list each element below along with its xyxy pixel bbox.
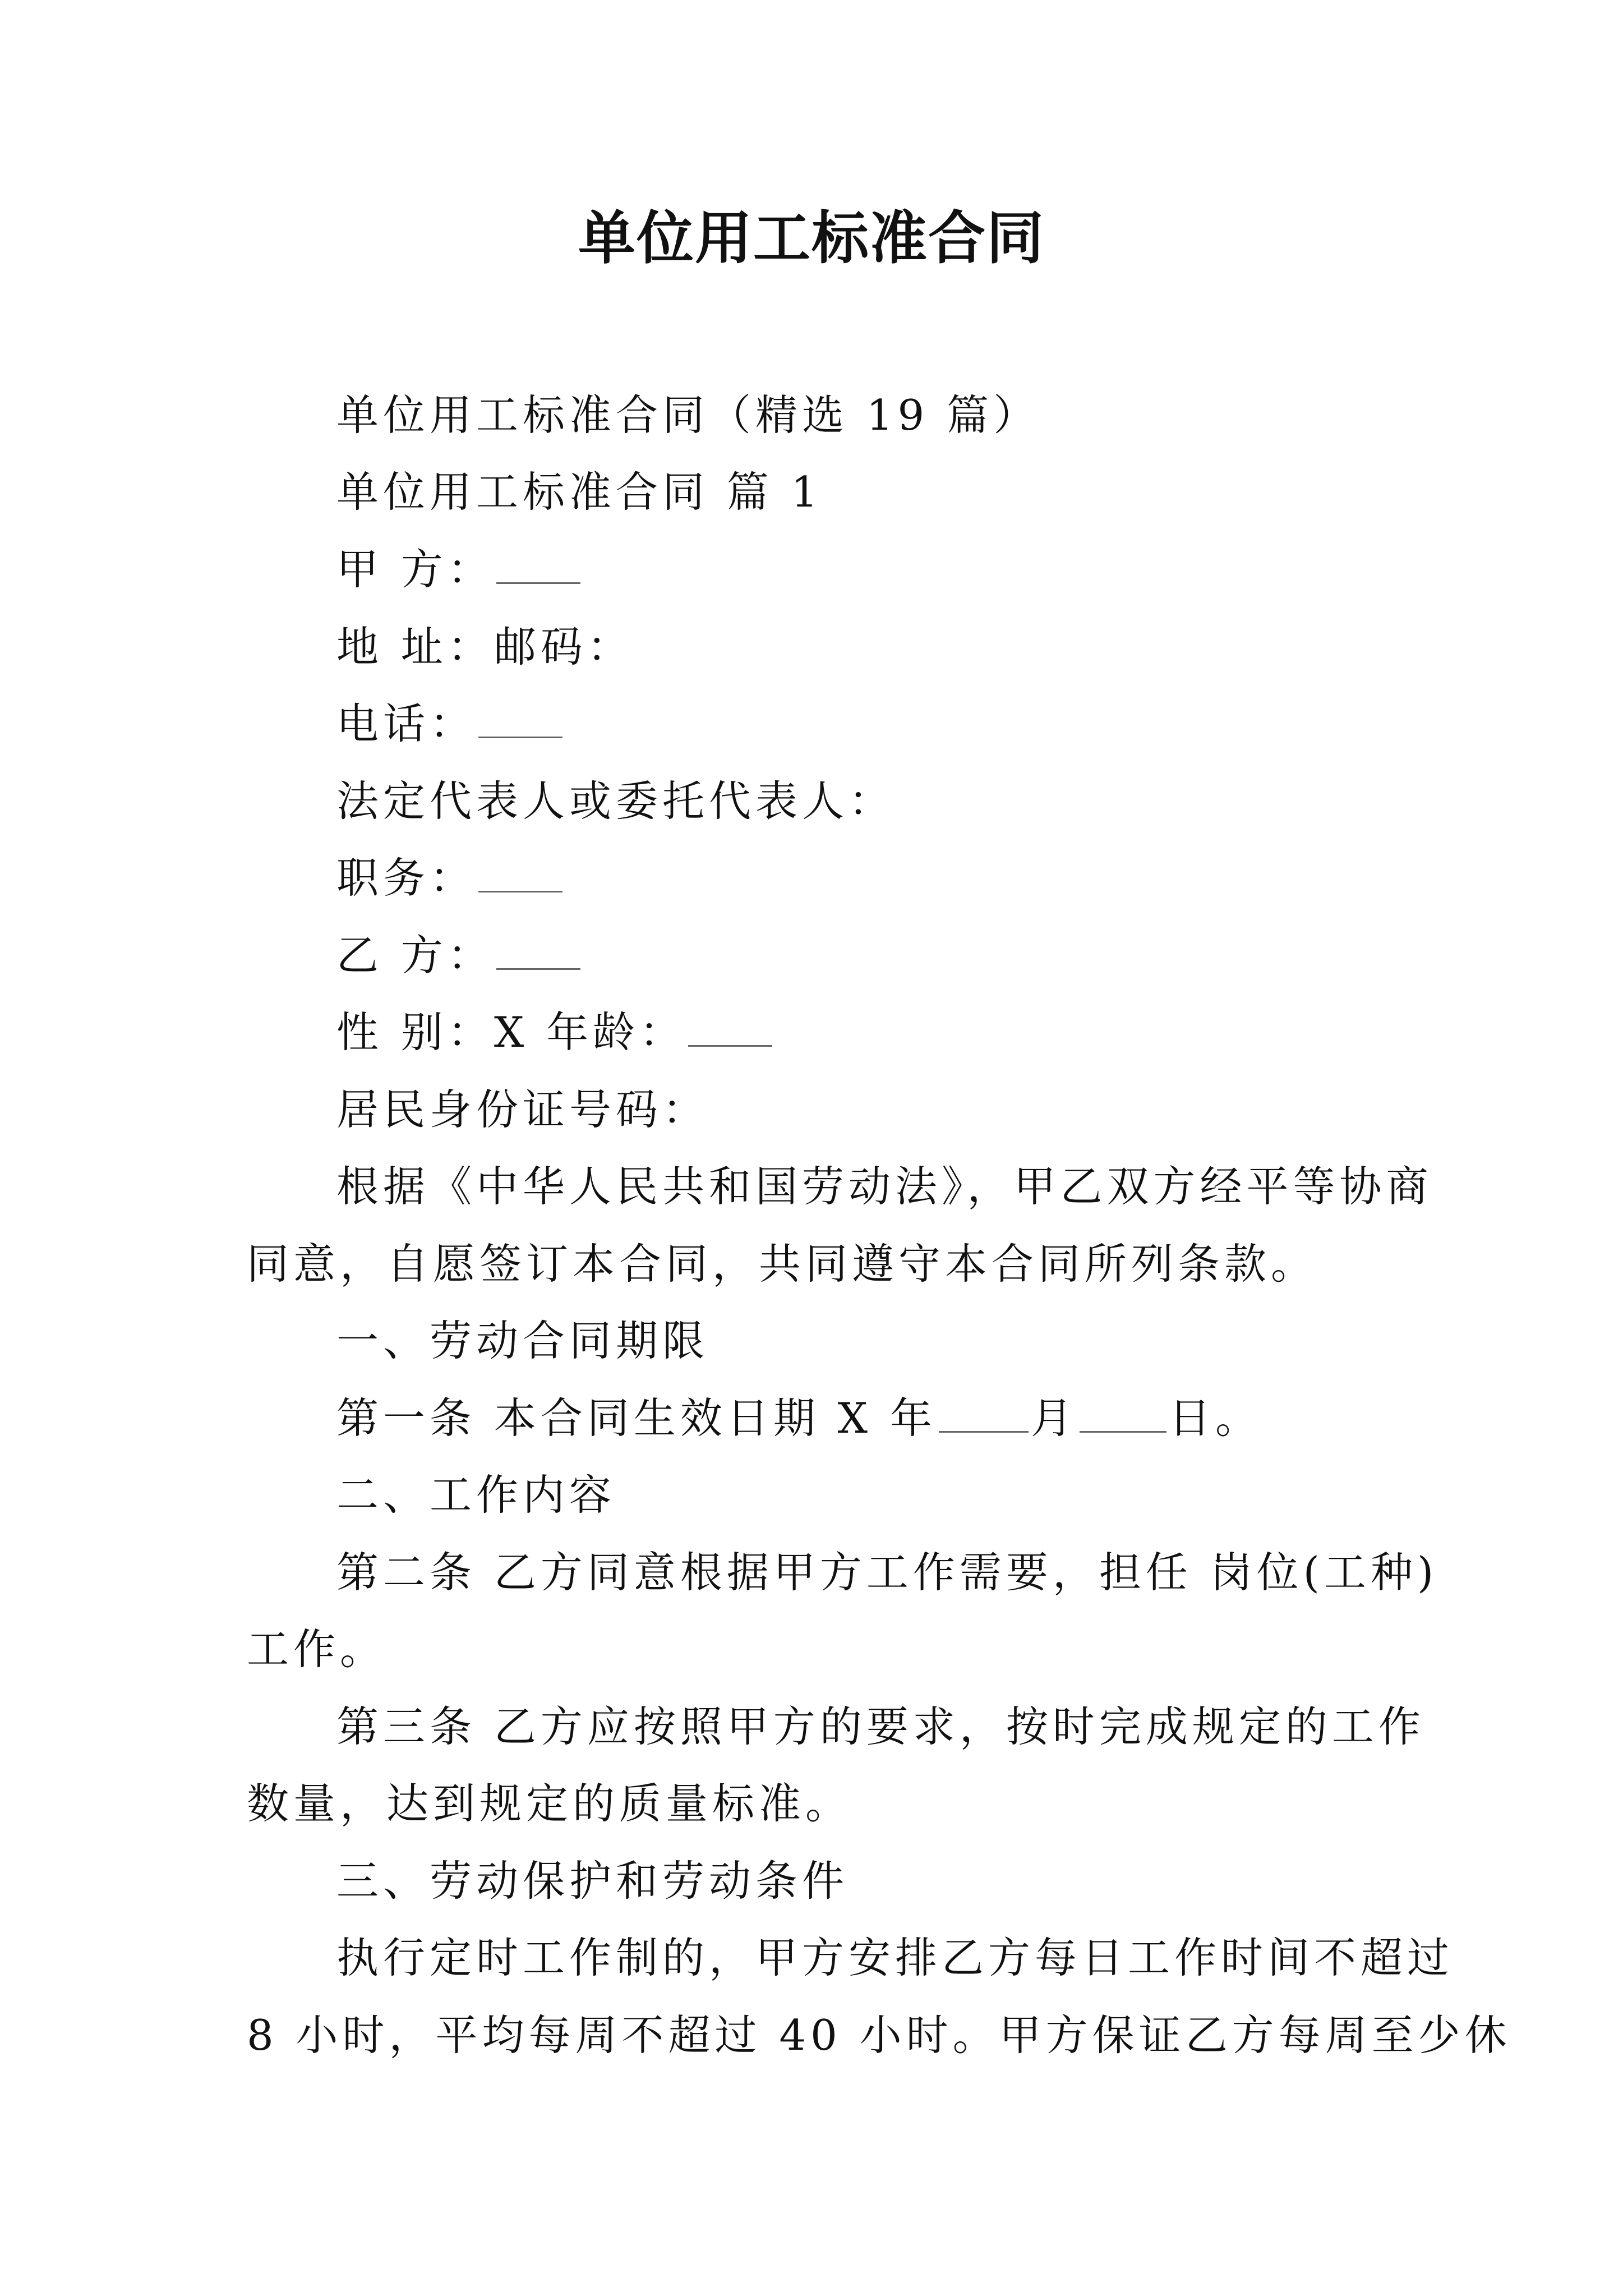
party-a-field xyxy=(336,541,583,597)
working-hours-line-1: 执行定时工作制的，甲方安排乙方每日工作时间不超过 xyxy=(336,1933,1454,1982)
day-blank xyxy=(1080,1392,1166,1433)
month-blank xyxy=(939,1392,1029,1433)
gender-age-field xyxy=(336,1004,774,1060)
representative-label: 法定代表人或委托代表人： xyxy=(336,776,896,826)
position-blank xyxy=(478,852,562,892)
phone-blank xyxy=(478,697,562,738)
party-b-label: 乙 方： xyxy=(336,931,494,980)
article-3-line-2: 数量，达到规定的质量标准。 xyxy=(247,1779,852,1828)
address-label: 地 址：邮码： xyxy=(336,622,634,671)
party-b-field xyxy=(336,927,583,983)
gender-age-label: 性 别：X 年龄： xyxy=(336,1007,686,1057)
heading-labor-protection: 三、劳动保护和劳动条件 xyxy=(336,1856,849,1906)
party-a-blank xyxy=(496,543,580,584)
age-blank xyxy=(688,1006,772,1047)
party-a-label: 甲 方： xyxy=(336,545,494,594)
article-2-line-2: 工作。 xyxy=(247,1625,387,1674)
id-number-label: 居民身份证号码： xyxy=(336,1085,709,1134)
article-3-line-1: 第三条 乙方应按照甲方的要求，按时完成规定的工作 xyxy=(336,1702,1425,1751)
article-2-line-1: 第二条 乙方同意根据甲方工作需要，担任 岗位(工种) xyxy=(336,1548,1438,1597)
intro-paragraph-line-1: 根据《中华人民共和国劳动法》，甲乙双方经平等协商 xyxy=(336,1162,1433,1211)
section-heading: 单位用工标准合同 篇 1 xyxy=(336,467,823,517)
article-1 xyxy=(336,1390,1262,1446)
position-field xyxy=(336,850,565,906)
phone-label: 电话： xyxy=(336,699,477,748)
article-1-text-b: 月 xyxy=(1030,1393,1077,1443)
heading-contract-term: 一、劳动合同期限 xyxy=(336,1316,709,1365)
document-title: 单位用工标准合同 xyxy=(578,205,1045,272)
party-b-blank xyxy=(496,929,580,970)
article-1-text-a: 第一条 本合同生效日期 X 年 xyxy=(336,1393,937,1443)
document-subtitle: 单位用工标准合同（精选 19 篇） xyxy=(336,390,1040,440)
working-hours-line-2: 8 小时，平均每周不超过 40 小时。甲方保证乙方每周至少休 xyxy=(247,2010,1511,2060)
phone-field xyxy=(336,696,565,752)
heading-work-content: 二、工作内容 xyxy=(336,1470,616,1520)
position-label: 职务： xyxy=(336,853,477,903)
intro-paragraph-line-2: 同意，自愿签订本合同，共同遵守本合同所列条款。 xyxy=(247,1239,1318,1289)
article-1-text-c: 日。 xyxy=(1168,1393,1262,1443)
